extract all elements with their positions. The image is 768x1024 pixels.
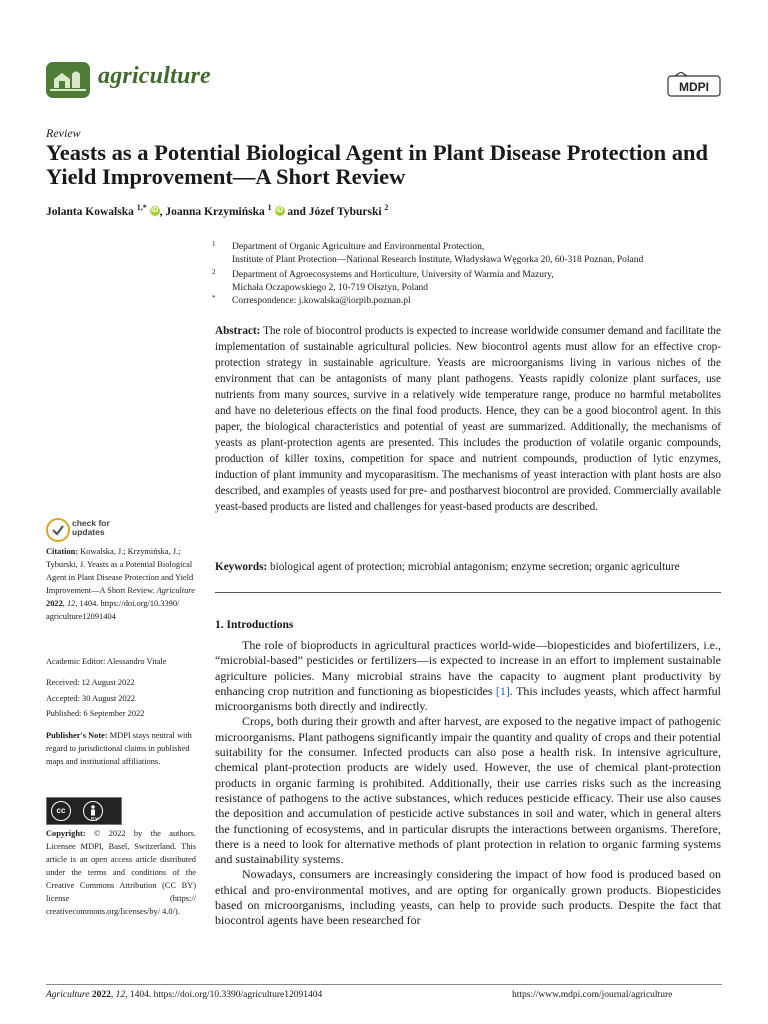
citation-year: 2022	[46, 599, 63, 608]
footer-divider	[46, 984, 722, 985]
author-affiliation-mark: 1,*	[136, 203, 147, 212]
mdpi-logo-icon	[667, 72, 721, 98]
section-divider	[215, 592, 721, 593]
publisher-note	[46, 729, 196, 768]
copyright-label: Copyright:	[46, 829, 86, 838]
footer-journal-url[interactable]: https://www.mdpi.com/journal/agriculture	[512, 990, 673, 1000]
published-date: Published: 6 September 2022	[46, 709, 145, 718]
keywords-text: biological agent of protection; microbial antagonism; enzyme secretion; organic agriculture	[270, 561, 680, 573]
check-updates-label	[72, 519, 110, 537]
citation-volume: 12,	[66, 599, 78, 608]
orcid-icon[interactable]: iD	[276, 207, 283, 215]
paragraph-text: . This includes yeasts, which affect harmful microorganisms both directly and indirectly.	[215, 683, 721, 714]
abstract	[215, 323, 721, 515]
citation-doi[interactable]: 1404. https://doi.org/10.3390/ agriculture12091404	[46, 599, 180, 621]
affiliation-line: Department of Organic Agriculture and Environmental Protection,	[232, 242, 485, 252]
affiliation-number: 1	[212, 240, 216, 248]
received-date: Received: 12 August 2022	[46, 678, 135, 687]
citation-label: Citation:	[46, 547, 79, 556]
keywords-label: Keywords:	[215, 561, 268, 573]
author-affiliation-mark: 2	[384, 203, 389, 212]
article-type: Review	[46, 126, 81, 140]
footer-doi[interactable]: 1404. https://doi.org/10.3390/agriculture12091404	[129, 990, 323, 1000]
affiliation-text	[232, 241, 742, 267]
cc-icon: cc	[51, 801, 71, 821]
check-updates-line: updates	[72, 527, 105, 537]
paragraph: Crops, both during their growth and after harvest, are exposed to the negative impact of pathogenic microorganisms. Plant pathogens significantly impair the quantity and quality of crops and their potential suitability for the consumer. Infected products can also pose a health risk. In intensive agriculture, chemical plant-protection products are widely used. However, the use of chemical plant-protection products in organic farming is prohibited. Additionally, their use carries risks such as the increasing resistance of pathogens to the active substances, which reduces pesticide efficacy. Their use also causes the deposition and accumulation of pesticide active substances in soil and water, which in general alters the functioning of ecosystems, and in particular disrupts the interactions between organisms. Therefore, there is a need to look for alternative methods of plant protection in relation to organic farming systems and sustainability systems.	[215, 714, 721, 867]
journal-logo-icon	[46, 62, 90, 98]
keywords	[215, 559, 721, 575]
cc-by-label: BY	[91, 817, 99, 823]
author-list: Jolanta Kowalska $^{1,*}$ iD , Joanna Krzymińska $^1$ iD and Józef Tyburski $^2$	[46, 203, 389, 218]
abstract-label: Abstract:	[215, 325, 261, 337]
footer-year: 2022	[91, 990, 111, 1000]
affiliation-line: Michała Oczapowskiego 2, 10-719 Olsztyn, Poland	[232, 283, 429, 293]
affiliation-number: *	[212, 294, 216, 302]
paragraph	[215, 638, 721, 714]
author-affiliation-mark: 1	[267, 203, 272, 212]
affiliation-number: 2	[212, 268, 216, 276]
publisher-note-label: Publisher's Note:	[46, 731, 108, 740]
copyright-block	[46, 827, 196, 918]
affiliation-line[interactable]: Correspondence: j.kowalska@iorpib.poznan.pl	[232, 296, 411, 306]
citation-link[interactable]: [1]	[495, 683, 510, 698]
affiliation-text	[232, 269, 742, 295]
publisher-name: MDPI	[679, 80, 709, 94]
footer-journal: Agriculture	[46, 990, 90, 1000]
academic-editor: Academic Editor: Alessandro Vitale	[46, 657, 167, 666]
author-name[interactable]: Józef Tyburski	[308, 205, 382, 218]
journal-name: agriculture	[98, 63, 211, 89]
citation-journal: Agriculture	[156, 586, 195, 595]
correspondence-text[interactable]	[232, 295, 742, 308]
paragraph-text: The role of bioproducts in agricultural practices world-wide—biopesticides and biofertilizers, i.e., “microbial-based” pesticides or fertilizers—is expected to increase in an effort to implement sustainable agriculture policies. Many microbial strains have the capacity to augment plant productivity by enhancing crop nutrition and functioning as biopesticides	[215, 638, 721, 698]
cc-by-license-badge[interactable]	[46, 797, 122, 825]
paragraph: Nowadays, consumers are increasingly considering the impact of how food is produced based on ethical and pro-environmental motives, and are opting for organically grown products. Biopesticides based on microorganisms, including yeasts, can help to provide such products. Despite the fact that biocontrol agents have been researched for	[215, 867, 721, 928]
citation-text: Kowalska, J.; Krzymińska, J.; Tyburski, J. Yeasts as a Potential Biological Agent in Plant Disease Protection and Yield Improvement—A Short Review.	[46, 547, 194, 595]
check-updates-line: check for	[72, 518, 110, 528]
author-name[interactable]: Jolanta Kowalska	[46, 205, 134, 218]
author-name[interactable]: Joanna Krzymińska	[165, 205, 265, 218]
accepted-date: Accepted: 30 August 2022	[46, 694, 136, 703]
affiliation-line: Department of Agroecosystems and Horticulture, University of Warmia and Mazury,	[232, 270, 554, 280]
check-updates-icon	[46, 518, 70, 542]
copyright-text: © 2022 by the authors. Licensee MDPI, Basel, Switzerland. This article is an open access article distributed under the terms and conditions of the Creative Commons Attribution (CC BY) license (https:// creativecommons.org/licenses/by/ 4.0/).	[46, 829, 197, 916]
citation-block: Citation: Kowalska, J.; Krzymińska, J.; Tyburski, J. Yeasts as a Potential Biological Agent in Plant Disease Protection and Yield Improvement—A Short Review. Agriculture 2022, 12, 1404. https://doi.org/10.3390/ agriculture12091404	[46, 547, 195, 621]
affiliation-line: Institute of Plant Protection—National Research Institute, Władysława Węgorka 20, 60-318 Poznan, Poland	[232, 255, 644, 265]
article-title: Yeasts as a Potential Biological Agent in Plant Disease Protection and Yield Improvement—A Short Review	[46, 140, 709, 189]
footer-volume: 12,	[115, 990, 128, 1000]
section-heading: 1. Introductions	[215, 619, 294, 631]
orcid-icon[interactable]: iD	[151, 207, 159, 215]
footer-citation: Agriculture 2022, 12, 1404. https://doi.org/10.3390/agriculture12091404	[46, 990, 323, 1000]
publisher-note-text: MDPI stays neutral with regard to jurisdictional claims in published maps and institutional affiliations.	[46, 731, 192, 766]
abstract-text: The role of biocontrol products is expected to increase worldwide consumer demand and facilitate the implementation of sustainable agricultural policies. New biocontrol agents must allow for an effective crop-protection strategy in sustainable agriculture. Yeasts are microorganisms living in various niches of the environment that can be antagonists of many plant pathogens. Yeasts rapidly colonize plant surfaces, use nutrients from many sources, survive in a relatively wide temperature range, produce no harmful metabolites and have no deleterious effects on the final food products. Hence, they can be a good biocontrol agent. In this paper, the biological characteristics and potential of yeast are summarized. Additionally, the mechanisms of yeasts as plant-protection agents are presented. This includes the production of volatile organic compounds, production of killer toxins, competition for space and nutrient compounds, production of lytic enzymes, induction of plant immunity and mycoparasitism. The mechanisms of yeast interaction with plant hosts are also described, and examples of yeasts used for pre- and postharvest biocontrol are provided. Commercially available yeast-based products are listed and challenges for yeast-based products are described.	[215, 325, 721, 513]
intro-body	[215, 638, 721, 929]
